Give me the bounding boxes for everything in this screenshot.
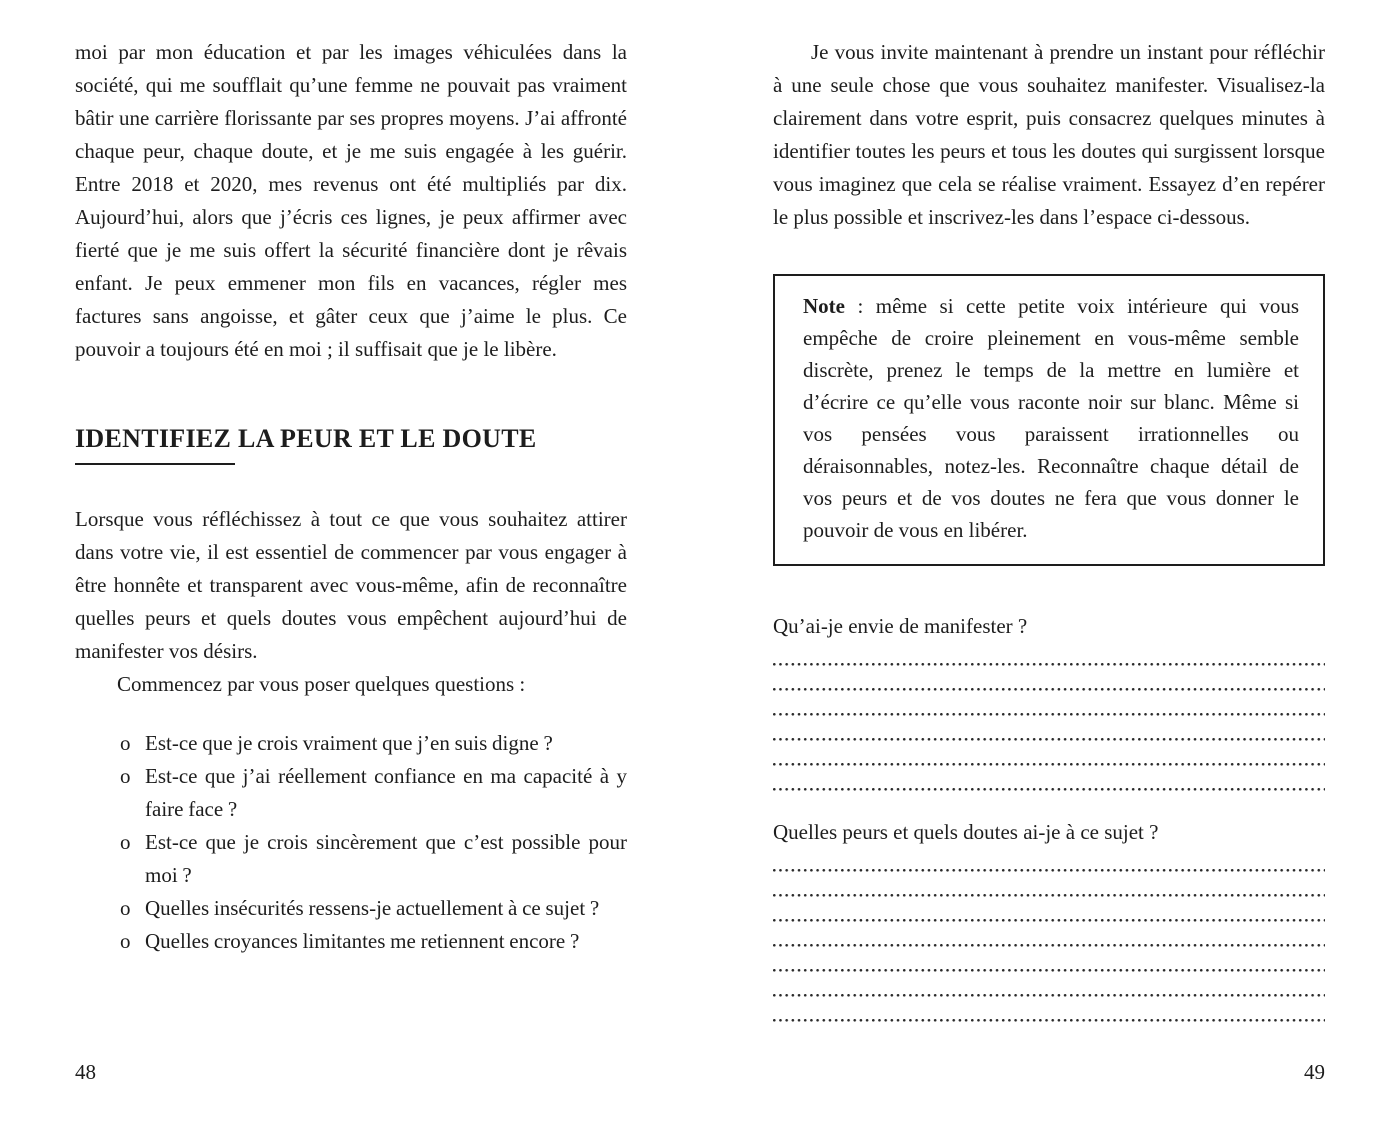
writing-line xyxy=(773,850,1325,875)
writing-lines-group-2 xyxy=(773,850,1325,1025)
writing-line xyxy=(773,975,1325,1000)
left-paragraph-continuation: moi par mon éducation et par les images véhiculées dans la société, qui me soufflait qu’une femme ne pouvait pas vraiment bâtir une carrière florissante par ses propres moyens. J’ai affronté chaque peur, chaque doute, et je me suis engagée à les guérir. Entre 2018 et 2020, mes revenus ont été multipliés par dix. Aujourd’hui, alors que j’écris ces lignes, je peux affirmer avec fierté que je me suis offert la sécurité financière dont je rêvais enfant. Je peux emmener mon fils en vacances, régler mes factures sans angoisse, et gâter ceux que j’aime le plus. Ce pouvoir a toujours été en moi ; il suffisait que je le libère. xyxy=(75,40,627,361)
bullet-item xyxy=(75,826,627,892)
bullet-item xyxy=(75,925,627,958)
right-paragraph-1: Je vous invite maintenant à prendre un instant pour réfléchir à une seule chose que vous souhaitez manifester. Visualisez-la clairement dans votre esprit, puis consacrez quelques minutes à identifier toutes les peurs et tous les doutes qui surgissent lorsque vous imaginez que cela se réalise vraiment. Essayez d’en repérer le plus possible et inscrivez-les dans l’espace ci-dessous. xyxy=(773,40,1325,229)
bullet-text: Est-ce que j’ai réellement confiance en ma capacité à y faire face ? xyxy=(145,764,627,821)
writing-line xyxy=(773,644,1325,669)
writing-line xyxy=(773,950,1325,975)
page-number-left: 48 xyxy=(75,1060,96,1084)
left-paragraph-3: Commencez par vous poser quelques questions : xyxy=(117,672,526,696)
section-heading: IDENTIFIEZ LA PEUR ET LE DOUTE xyxy=(75,424,537,453)
page-number-right: 49 xyxy=(1304,1060,1325,1084)
heading-underline xyxy=(75,463,235,465)
writing-line xyxy=(773,1000,1325,1025)
note-box xyxy=(773,274,1325,566)
note-text xyxy=(803,290,1299,546)
right-page xyxy=(773,36,1325,1025)
bullet-text: Est-ce que je crois vraiment que j’en suis digne ? xyxy=(145,731,553,755)
bullet-marker: o xyxy=(120,830,131,854)
writing-line xyxy=(773,719,1325,744)
bullet-list xyxy=(75,727,627,958)
bullet-item xyxy=(75,892,627,925)
bullet-text: Quelles insécurités ressens-je actuellement à ce sujet ? xyxy=(145,896,600,920)
note-body: : même si cette petite voix intérieure qui vous empêche de croire pleinement en vous-même semble discrète, prenez le temps de la mettre en lumière et d’écrire ce qu’elle vous raconte noir sur blanc. Même si vos pensées vous paraissent irrationnelles ou déraisonnables, notez-les. Reconnaître chaque détail de vos peurs et de vos doutes ne fera que vous donner le pouvoir de vous en libérer. xyxy=(803,294,1299,542)
writing-line xyxy=(773,925,1325,950)
bullet-text: Quelles croyances limitantes me retiennent encore ? xyxy=(145,929,580,953)
note-label: Note xyxy=(803,294,845,318)
bullet-marker: o xyxy=(120,731,131,755)
bullet-marker: o xyxy=(120,764,131,788)
bullet-text: Est-ce que je crois sincèrement que c’est possible pour moi ? xyxy=(145,830,627,887)
bullet-item xyxy=(75,760,627,826)
writing-line xyxy=(773,900,1325,925)
writing-line xyxy=(773,669,1325,694)
bullet-marker: o xyxy=(120,896,131,920)
left-page xyxy=(75,36,627,1025)
left-paragraph-2: Lorsque vous réfléchissez à tout ce que vous souhaitez attirer dans votre vie, il est essentiel de commencer par vous engager à être honnête et transparent avec vous-même, afin de reconnaître quelles peurs et quels doutes vous empêchent aujourd’hui de manifester vos désirs. xyxy=(75,507,627,663)
question-1: Qu’ai-je envie de manifester ? xyxy=(773,614,1028,638)
bullet-marker: o xyxy=(120,929,131,953)
writing-line xyxy=(773,694,1325,719)
question-2: Quelles peurs et quels doutes ai-je à ce sujet ? xyxy=(773,820,1159,844)
writing-line xyxy=(773,769,1325,794)
writing-line xyxy=(773,875,1325,900)
writing-lines-group-1 xyxy=(773,644,1325,794)
bullet-item xyxy=(75,727,627,760)
writing-line xyxy=(773,744,1325,769)
